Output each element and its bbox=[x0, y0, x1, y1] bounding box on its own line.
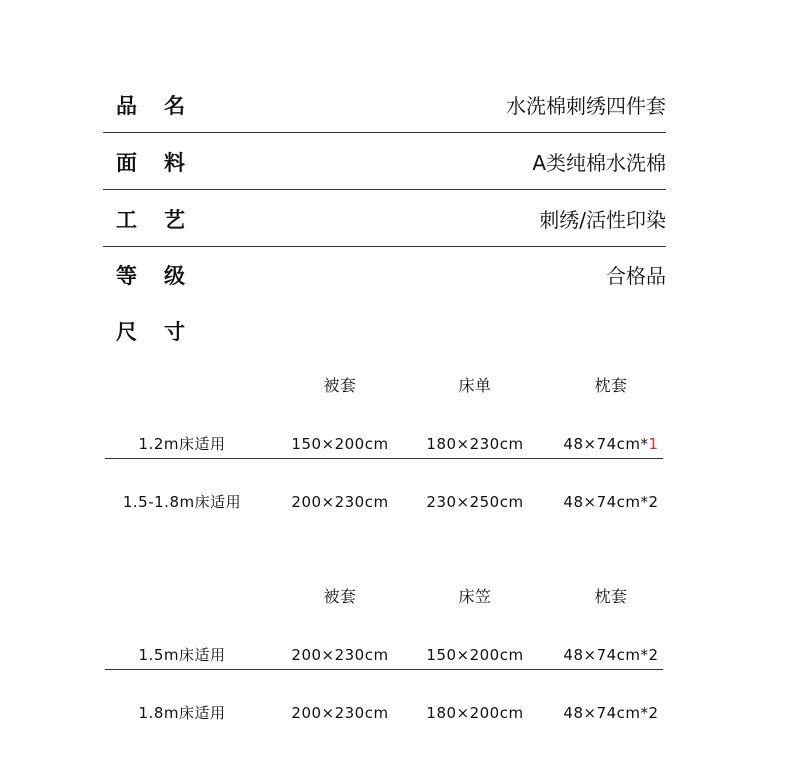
table-cell: 200×230cm bbox=[291, 704, 389, 722]
table-cell: 200×230cm bbox=[291, 493, 389, 511]
table-header-row bbox=[105, 583, 663, 611]
table-header-cell: 床笠 bbox=[458, 587, 492, 606]
table-cell: 150×200cm bbox=[291, 435, 389, 453]
spec-key-char: 尺 bbox=[116, 320, 137, 344]
spec-key-char: 料 bbox=[164, 151, 185, 175]
table-cell: 180×230cm bbox=[426, 435, 524, 453]
row-label: 1.8m床适用 bbox=[138, 704, 226, 722]
spec-value: A类纯棉水洗棉 bbox=[532, 151, 666, 175]
table-cell: 230×250cm bbox=[426, 493, 524, 511]
spec-key bbox=[116, 318, 212, 346]
table-cell: 150×200cm bbox=[426, 646, 524, 664]
table-cell-main: 48×74cm* bbox=[563, 435, 649, 453]
table-row bbox=[105, 699, 663, 727]
table-cell: 200×230cm bbox=[291, 646, 389, 664]
table-cell bbox=[563, 430, 658, 458]
table-header-row bbox=[105, 372, 663, 400]
table-header-cell: 被套 bbox=[323, 376, 357, 395]
spec-key-char: 寸 bbox=[164, 320, 185, 344]
table-header-cell: 枕套 bbox=[594, 587, 628, 606]
table-cell bbox=[563, 699, 658, 727]
table-cell bbox=[563, 488, 658, 516]
spec-key-char: 等 bbox=[116, 264, 137, 288]
spec-key bbox=[116, 149, 212, 177]
spec-key bbox=[116, 206, 212, 234]
spec-value: 水洗棉刺绣四件套 bbox=[506, 94, 666, 118]
table-cell-main: 48×74cm*2 bbox=[563, 704, 659, 722]
spec-key-char: 面 bbox=[116, 151, 137, 175]
table-row bbox=[105, 430, 663, 459]
table-header-cell: 床单 bbox=[458, 376, 492, 395]
spec-key-char: 名 bbox=[164, 94, 185, 118]
spec-row-fabric bbox=[103, 149, 666, 190]
spec-row-grade bbox=[103, 262, 666, 302]
table-cell bbox=[563, 641, 658, 669]
row-label: 1.5m床适用 bbox=[138, 646, 226, 664]
spec-row-size bbox=[103, 318, 666, 358]
table-row bbox=[105, 488, 663, 516]
spec-key-char: 艺 bbox=[164, 208, 185, 232]
spec-key-char: 级 bbox=[164, 264, 185, 288]
spec-key bbox=[116, 92, 212, 120]
spec-key-char: 工 bbox=[116, 208, 137, 232]
spec-row-product-name bbox=[103, 92, 666, 133]
table-cell-main: 48×74cm*2 bbox=[563, 646, 659, 664]
table-header-cell: 枕套 bbox=[594, 376, 628, 395]
table-cell: 180×200cm bbox=[426, 704, 524, 722]
table-cell-accent: 1 bbox=[648, 435, 659, 453]
table-cell-main: 48×74cm*2 bbox=[563, 493, 659, 511]
spec-key bbox=[116, 262, 212, 290]
spec-value: 合格品 bbox=[606, 264, 666, 288]
spec-key-char: 品 bbox=[116, 94, 137, 118]
spec-row-craft bbox=[103, 206, 666, 247]
row-label: 1.5-1.8m床适用 bbox=[122, 493, 242, 511]
spec-value: 刺绣/活性印染 bbox=[539, 208, 666, 232]
table-row bbox=[105, 641, 663, 670]
row-label: 1.2m床适用 bbox=[138, 435, 226, 453]
table-header-cell: 被套 bbox=[323, 587, 357, 606]
